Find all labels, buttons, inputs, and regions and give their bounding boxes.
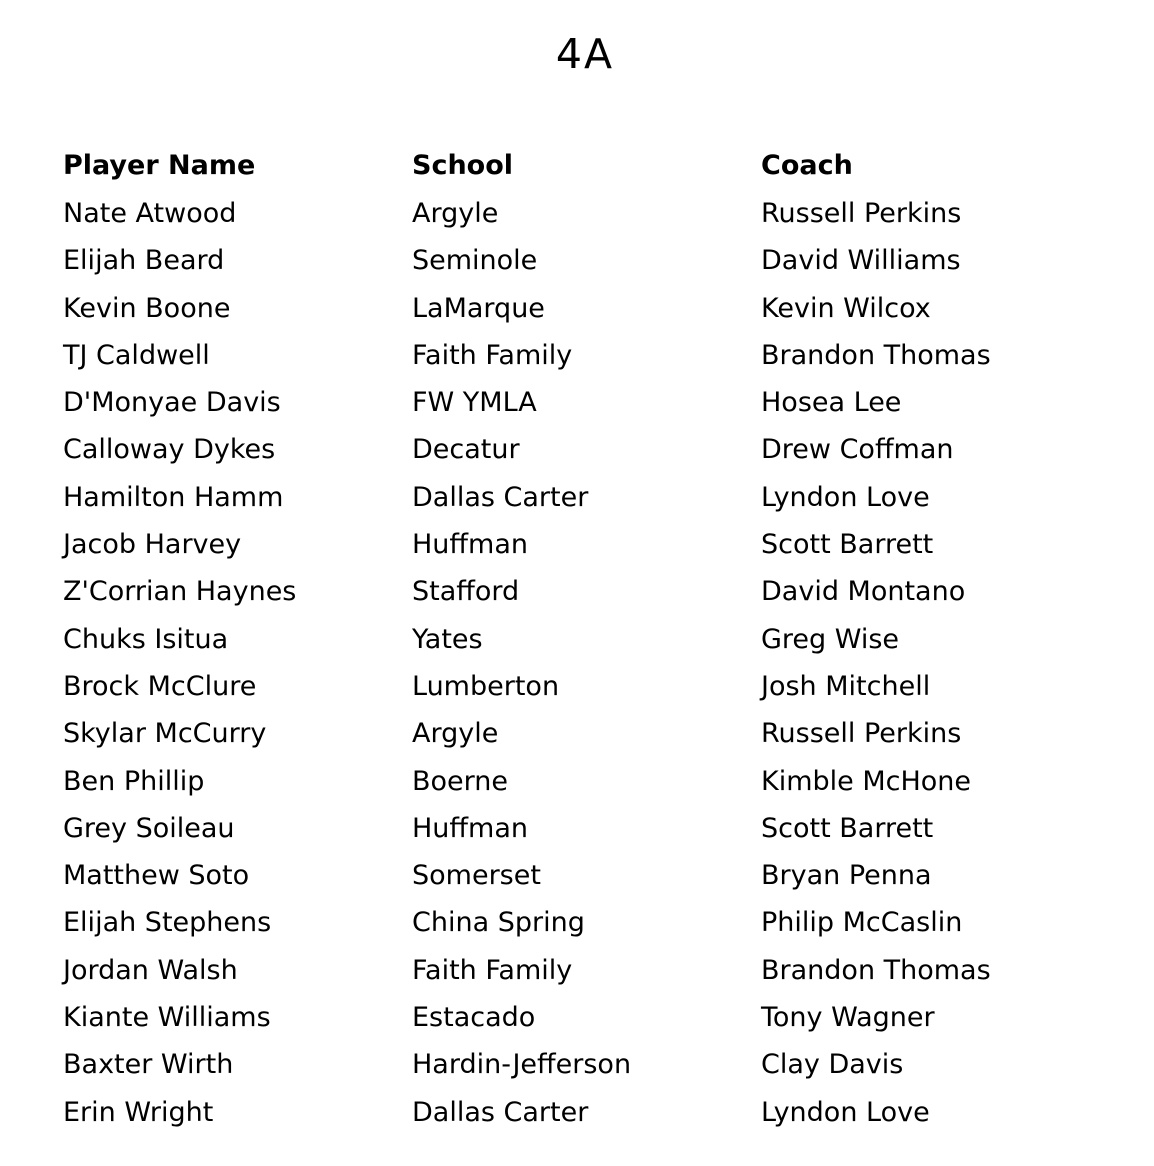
coach-cell: Hosea Lee	[761, 387, 902, 419]
coach-cell: David Williams	[761, 245, 961, 277]
table-row	[63, 332, 1061, 379]
table-row	[63, 994, 1061, 1041]
table-row	[63, 568, 1061, 615]
table-row	[63, 899, 1061, 946]
player-name-cell: Elijah Beard	[63, 245, 225, 277]
player-name-cell: Brock McClure	[63, 670, 257, 702]
school-cell: China Spring	[412, 907, 585, 939]
coach-cell: Clay Davis	[761, 1049, 904, 1081]
player-name-cell: Hamilton Hamm	[63, 481, 284, 513]
table-row	[63, 1041, 1061, 1088]
table-row	[63, 1089, 1061, 1136]
table-row	[63, 426, 1061, 473]
roster-table	[63, 142, 1061, 1136]
coach-cell: Drew Coffman	[761, 434, 954, 466]
player-name-cell: TJ Caldwell	[63, 339, 210, 371]
school-cell: LaMarque	[412, 292, 545, 324]
player-name-cell: Kevin Boone	[63, 292, 231, 324]
player-name-cell: Erin Wright	[63, 1096, 214, 1128]
player-name-cell: Kiante Williams	[63, 1002, 271, 1034]
page-title: 4A	[555, 30, 615, 78]
coach-cell: Tony Wagner	[761, 1002, 935, 1034]
coach-cell: Philip McCaslin	[761, 907, 963, 939]
player-name-cell: Ben Phillip	[63, 765, 205, 797]
table-row	[63, 663, 1061, 710]
coach-cell: Russell Perkins	[761, 198, 962, 229]
school-cell: Seminole	[412, 245, 538, 277]
table-row	[63, 285, 1061, 332]
table-row	[63, 710, 1061, 757]
player-name-cell: Nate Atwood	[63, 198, 237, 229]
school-cell: Huffman	[412, 812, 528, 844]
coach-cell: Lyndon Love	[761, 1096, 930, 1128]
player-name-cell: Matthew Soto	[63, 860, 250, 892]
table-row	[63, 852, 1061, 899]
school-cell: Decatur	[412, 434, 520, 466]
coach-cell: Brandon Thomas	[761, 339, 991, 371]
coach-cell: Kevin Wilcox	[761, 292, 931, 324]
table-row	[63, 805, 1061, 852]
coach-cell: Russell Perkins	[761, 718, 962, 750]
header-row	[63, 142, 1061, 190]
coach-cell: Scott Barrett	[761, 812, 934, 844]
coach-cell: Scott Barrett	[761, 529, 934, 561]
school-cell: Faith Family	[412, 339, 573, 371]
table-row	[63, 237, 1061, 284]
table-row	[63, 947, 1061, 994]
player-name-cell: Skylar McCurry	[63, 718, 267, 750]
coach-cell: David Montano	[761, 576, 966, 608]
player-name-header: Player Name	[63, 150, 256, 181]
school-cell: Hardin-Jefferson	[412, 1049, 632, 1081]
school-cell: Argyle	[412, 718, 499, 750]
player-name-cell: Baxter Wirth	[63, 1049, 234, 1081]
school-cell: Estacado	[412, 1002, 536, 1034]
player-name-cell: Jordan Walsh	[63, 954, 238, 986]
table-row	[63, 379, 1061, 426]
player-name-cell: Z'Corrian Haynes	[63, 576, 297, 608]
school-header: School	[412, 150, 514, 181]
coach-cell: Kimble McHone	[761, 765, 972, 797]
roster-body	[63, 190, 1061, 1136]
coach-cell: Bryan Penna	[761, 860, 932, 892]
table-row	[63, 521, 1061, 568]
school-cell: Dallas Carter	[412, 481, 589, 513]
player-name-cell: Calloway Dykes	[63, 434, 276, 466]
school-cell: Huffman	[412, 529, 528, 561]
coach-cell: Brandon Thomas	[761, 954, 991, 986]
school-cell: FW YMLA	[412, 387, 537, 419]
school-cell: Yates	[412, 623, 483, 655]
table-row	[63, 616, 1061, 663]
coach-cell: Lyndon Love	[761, 481, 930, 513]
table-row	[63, 758, 1061, 805]
player-name-cell: Grey Soileau	[63, 812, 235, 844]
school-cell: Stafford	[412, 576, 520, 608]
player-name-cell: Chuks Isitua	[63, 623, 229, 655]
school-cell: Lumberton	[412, 670, 560, 702]
coach-cell: Greg Wise	[761, 623, 900, 655]
school-cell: Dallas Carter	[412, 1096, 589, 1128]
table-row	[63, 474, 1061, 521]
player-name-cell: Elijah Stephens	[63, 907, 272, 939]
player-name-cell: D'Monyae Davis	[63, 387, 281, 419]
school-cell: Somerset	[412, 860, 541, 892]
coach-cell: Josh Mitchell	[761, 670, 931, 702]
school-cell: Faith Family	[412, 954, 573, 986]
coach-header: Coach	[761, 150, 853, 181]
table-row	[63, 190, 1061, 237]
player-name-cell: Jacob Harvey	[63, 529, 242, 561]
school-cell: Argyle	[412, 198, 499, 229]
school-cell: Boerne	[412, 765, 509, 797]
